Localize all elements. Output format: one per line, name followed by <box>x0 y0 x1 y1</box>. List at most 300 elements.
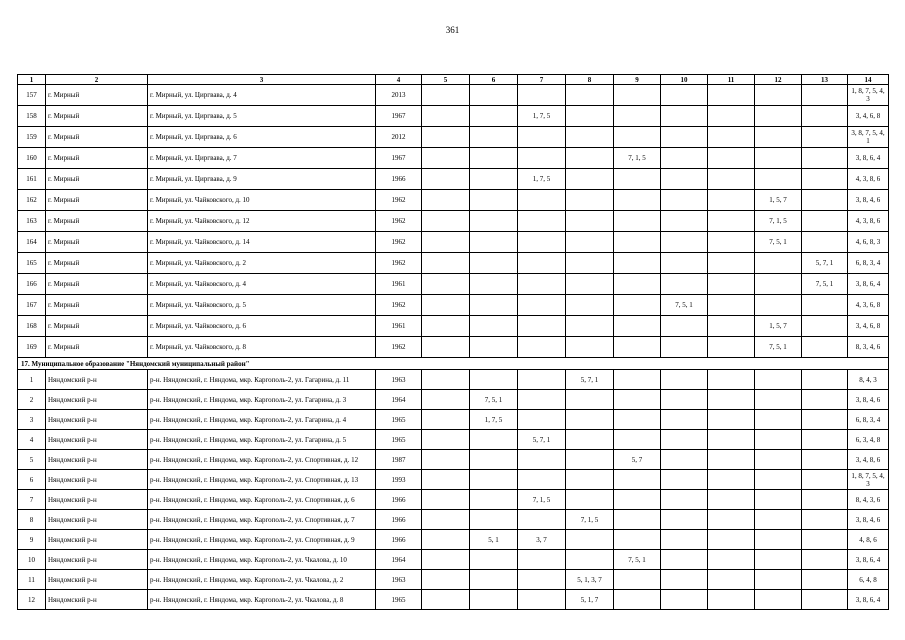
year-cell: 1965 <box>376 590 422 610</box>
table-row <box>18 316 889 337</box>
value-cell <box>755 106 802 127</box>
table-row <box>18 390 889 410</box>
value-cell <box>614 232 661 253</box>
column-header: 1 <box>18 75 46 85</box>
address-cell: г. Мирный, ул. Чайковского, д. 10 <box>148 190 376 211</box>
table-row <box>18 106 889 127</box>
table-row <box>18 470 889 490</box>
year-cell: 1967 <box>376 106 422 127</box>
table-row <box>18 253 889 274</box>
value-cell: 3, 7 <box>518 530 566 550</box>
value-cell <box>518 550 566 570</box>
address-cell: р-н. Няндомский, г. Няндома, мкр. Каргополь-2, ул. Гагарина, д. 4 <box>148 410 376 430</box>
value-cell <box>614 295 661 316</box>
value-cell <box>422 390 470 410</box>
value-cell <box>566 470 614 490</box>
row-number-cell: 10 <box>18 550 46 570</box>
locality-cell: г. Мирный <box>46 274 148 295</box>
value-cell <box>802 295 848 316</box>
address-cell: г. Мирный, ул. Чайковского, д. 14 <box>148 232 376 253</box>
address-cell: г. Мирный, ул. Циргвава, д. 7 <box>148 148 376 169</box>
value-cell: 7, 1, 5 <box>518 490 566 510</box>
value-cell <box>708 370 755 390</box>
value-cell <box>755 490 802 510</box>
value-cell <box>518 190 566 211</box>
table-row <box>18 370 889 390</box>
value-cell <box>518 370 566 390</box>
value-cell <box>566 316 614 337</box>
value-cell: 5, 1 <box>470 530 518 550</box>
value-cell <box>614 337 661 358</box>
address-cell: г. Мирный, ул. Циргвава, д. 9 <box>148 169 376 190</box>
value-cell <box>614 490 661 510</box>
value-cell <box>518 410 566 430</box>
address-cell: р-н. Няндомский, г. Няндома, мкр. Каргополь-2, ул. Гагарина, д. 5 <box>148 430 376 450</box>
row-number-cell: 8 <box>18 510 46 530</box>
row-number-cell: 7 <box>18 490 46 510</box>
table-row <box>18 232 889 253</box>
address-cell: г. Мирный, ул. Чайковского, д. 6 <box>148 316 376 337</box>
value-cell: 3, 8, 6, 4 <box>848 590 889 610</box>
housing-register-table <box>17 74 889 610</box>
value-cell <box>708 390 755 410</box>
value-cell <box>708 274 755 295</box>
year-cell: 1967 <box>376 148 422 169</box>
value-cell <box>708 232 755 253</box>
value-cell <box>708 316 755 337</box>
value-cell: 7, 5, 1 <box>755 232 802 253</box>
value-cell <box>802 510 848 530</box>
value-cell <box>802 232 848 253</box>
address-cell: р-н. Няндомский, г. Няндома, мкр. Каргополь-2, ул. Спортивная, д. 13 <box>148 470 376 490</box>
value-cell <box>422 211 470 232</box>
value-cell <box>518 274 566 295</box>
value-cell <box>518 316 566 337</box>
value-cell <box>661 590 708 610</box>
value-cell: 1, 7, 5 <box>470 410 518 430</box>
value-cell <box>470 295 518 316</box>
value-cell <box>708 570 755 590</box>
table-body <box>18 75 889 610</box>
year-cell: 1987 <box>376 450 422 470</box>
locality-cell: г. Мирный <box>46 316 148 337</box>
value-cell <box>708 450 755 470</box>
value-cell <box>518 590 566 610</box>
value-cell <box>422 232 470 253</box>
value-cell <box>708 410 755 430</box>
value-cell: 1, 5, 7 <box>755 190 802 211</box>
value-cell <box>518 85 566 106</box>
value-cell: 3, 8, 6, 4 <box>848 148 889 169</box>
value-cell <box>470 169 518 190</box>
table-row <box>18 190 889 211</box>
value-cell: 5, 7, 1 <box>566 370 614 390</box>
column-header: 12 <box>755 75 802 85</box>
value-cell <box>802 410 848 430</box>
value-cell <box>755 169 802 190</box>
value-cell <box>802 127 848 148</box>
locality-cell: г. Мирный <box>46 190 148 211</box>
value-cell <box>470 550 518 570</box>
locality-cell: Няндомский р-н <box>46 390 148 410</box>
value-cell <box>802 550 848 570</box>
value-cell <box>755 127 802 148</box>
value-cell <box>802 211 848 232</box>
value-cell <box>518 148 566 169</box>
value-cell <box>614 190 661 211</box>
value-cell: 7, 1, 5 <box>755 211 802 232</box>
value-cell <box>802 148 848 169</box>
year-cell: 1964 <box>376 550 422 570</box>
value-cell <box>566 274 614 295</box>
row-number-cell: 12 <box>18 590 46 610</box>
locality-cell: Няндомский р-н <box>46 450 148 470</box>
year-cell: 1966 <box>376 510 422 530</box>
value-cell <box>566 450 614 470</box>
value-cell <box>614 316 661 337</box>
value-cell <box>422 370 470 390</box>
table-row <box>18 570 889 590</box>
row-number-cell: 6 <box>18 470 46 490</box>
value-cell: 3, 4, 6, 8 <box>848 316 889 337</box>
value-cell <box>802 106 848 127</box>
value-cell <box>422 550 470 570</box>
address-cell: г. Мирный, ул. Чайковского, д. 12 <box>148 211 376 232</box>
value-cell: 8, 4, 3, 6 <box>848 490 889 510</box>
value-cell: 7, 5, 1 <box>802 274 848 295</box>
value-cell <box>661 450 708 470</box>
value-cell: 7, 1, 5 <box>566 510 614 530</box>
value-cell <box>661 390 708 410</box>
value-cell <box>661 190 708 211</box>
value-cell <box>518 510 566 530</box>
year-cell: 1962 <box>376 211 422 232</box>
value-cell <box>708 148 755 169</box>
table-row <box>18 590 889 610</box>
value-cell <box>422 410 470 430</box>
value-cell <box>755 253 802 274</box>
value-cell <box>802 337 848 358</box>
value-cell: 4, 3, 6, 8 <box>848 295 889 316</box>
value-cell: 7, 1, 5 <box>614 148 661 169</box>
value-cell <box>470 590 518 610</box>
locality-cell: Няндомский р-н <box>46 410 148 430</box>
value-cell <box>614 390 661 410</box>
value-cell: 3, 4, 8, 6 <box>848 450 889 470</box>
value-cell: 3, 8, 4, 6 <box>848 390 889 410</box>
locality-cell: Няндомский р-н <box>46 490 148 510</box>
value-cell <box>708 85 755 106</box>
value-cell <box>518 390 566 410</box>
table-row <box>18 337 889 358</box>
value-cell <box>470 337 518 358</box>
value-cell <box>614 169 661 190</box>
column-header: 5 <box>422 75 470 85</box>
value-cell <box>566 169 614 190</box>
value-cell <box>422 106 470 127</box>
locality-cell: г. Мирный <box>46 85 148 106</box>
value-cell <box>661 253 708 274</box>
value-cell <box>661 316 708 337</box>
value-cell <box>802 169 848 190</box>
value-cell <box>802 590 848 610</box>
column-header: 3 <box>148 75 376 85</box>
value-cell <box>661 430 708 450</box>
year-cell: 1964 <box>376 390 422 410</box>
locality-cell: г. Мирный <box>46 148 148 169</box>
section-title: 17. Муниципальное образование "Няндомский муниципальный район" <box>18 358 889 370</box>
value-cell <box>470 253 518 274</box>
value-cell <box>470 232 518 253</box>
value-cell <box>661 570 708 590</box>
value-cell <box>566 253 614 274</box>
value-cell: 4, 3, 8, 6 <box>848 211 889 232</box>
value-cell: 1, 8, 7, 5, 4, 3 <box>848 85 889 106</box>
value-cell <box>708 510 755 530</box>
value-cell <box>470 570 518 590</box>
value-cell <box>614 510 661 530</box>
value-cell <box>661 490 708 510</box>
value-cell <box>661 410 708 430</box>
locality-cell: г. Мирный <box>46 337 148 358</box>
value-cell <box>614 106 661 127</box>
row-number-cell: 1 <box>18 370 46 390</box>
table-row <box>18 295 889 316</box>
locality-cell: Няндомский р-н <box>46 510 148 530</box>
table-row <box>18 510 889 530</box>
value-cell <box>614 85 661 106</box>
value-cell <box>755 550 802 570</box>
value-cell <box>422 295 470 316</box>
value-cell <box>422 490 470 510</box>
row-number-cell: 161 <box>18 169 46 190</box>
value-cell <box>422 450 470 470</box>
year-cell: 1966 <box>376 169 422 190</box>
value-cell <box>661 337 708 358</box>
value-cell <box>661 530 708 550</box>
value-cell: 6, 4, 8 <box>848 570 889 590</box>
row-number-cell: 2 <box>18 390 46 410</box>
address-cell: р-н. Няндомский, г. Няндома, мкр. Каргополь-2, ул. Гагарина, д. 3 <box>148 390 376 410</box>
value-cell <box>470 370 518 390</box>
value-cell <box>661 169 708 190</box>
value-cell <box>518 570 566 590</box>
locality-cell: Няндомский р-н <box>46 430 148 450</box>
value-cell <box>708 211 755 232</box>
value-cell: 8, 4, 3 <box>848 370 889 390</box>
value-cell: 7, 5, 1 <box>661 295 708 316</box>
column-header: 11 <box>708 75 755 85</box>
value-cell <box>566 295 614 316</box>
year-cell: 1962 <box>376 232 422 253</box>
year-cell: 1962 <box>376 253 422 274</box>
value-cell <box>566 430 614 450</box>
row-number-cell: 5 <box>18 450 46 470</box>
address-cell: р-н. Няндомский, г. Няндома, мкр. Каргополь-2, ул. Спортивная, д. 9 <box>148 530 376 550</box>
value-cell <box>708 106 755 127</box>
value-cell <box>566 232 614 253</box>
value-cell <box>614 253 661 274</box>
year-cell: 1961 <box>376 316 422 337</box>
column-header: 7 <box>518 75 566 85</box>
value-cell <box>422 570 470 590</box>
locality-cell: Няндомский р-н <box>46 370 148 390</box>
address-cell: г. Мирный, ул. Циргвава, д. 6 <box>148 127 376 148</box>
value-cell: 8, 3, 4, 6 <box>848 337 889 358</box>
column-header: 4 <box>376 75 422 85</box>
locality-cell: Няндомский р-н <box>46 550 148 570</box>
value-cell <box>802 470 848 490</box>
value-cell: 7, 5, 1 <box>755 337 802 358</box>
column-header: 10 <box>661 75 708 85</box>
value-cell <box>755 570 802 590</box>
value-cell: 7, 5, 1 <box>614 550 661 570</box>
value-cell <box>422 85 470 106</box>
value-cell <box>802 570 848 590</box>
value-cell <box>802 430 848 450</box>
row-number-cell: 9 <box>18 530 46 550</box>
table-row <box>18 148 889 169</box>
year-cell: 1966 <box>376 490 422 510</box>
value-cell <box>708 590 755 610</box>
value-cell <box>755 510 802 530</box>
value-cell <box>518 337 566 358</box>
value-cell <box>708 550 755 570</box>
locality-cell: г. Мирный <box>46 295 148 316</box>
table-row <box>18 550 889 570</box>
value-cell <box>470 274 518 295</box>
value-cell: 1, 5, 7 <box>755 316 802 337</box>
value-cell: 1, 8, 7, 5, 4, 3 <box>848 470 889 490</box>
address-cell: р-н. Няндомский, г. Няндома, мкр. Каргополь-2, ул. Гагарина, д. 11 <box>148 370 376 390</box>
value-cell <box>661 510 708 530</box>
value-cell <box>422 430 470 450</box>
value-cell <box>802 85 848 106</box>
value-cell <box>518 127 566 148</box>
row-number-cell: 160 <box>18 148 46 169</box>
value-cell: 1, 7, 5 <box>518 106 566 127</box>
table-row <box>18 85 889 106</box>
address-cell: г. Мирный, ул. Чайковского, д. 5 <box>148 295 376 316</box>
value-cell <box>566 148 614 169</box>
value-cell <box>470 211 518 232</box>
value-cell <box>470 190 518 211</box>
value-cell <box>470 148 518 169</box>
value-cell <box>614 211 661 232</box>
row-number-cell: 3 <box>18 410 46 430</box>
locality-cell: Няндомский р-н <box>46 590 148 610</box>
value-cell <box>708 127 755 148</box>
value-cell <box>755 450 802 470</box>
row-number-cell: 159 <box>18 127 46 148</box>
value-cell: 5, 1, 3, 7 <box>566 570 614 590</box>
value-cell <box>422 510 470 530</box>
address-cell: р-н. Няндомский, г. Няндома, мкр. Каргополь-2, ул. Спортивная, д. 7 <box>148 510 376 530</box>
value-cell <box>661 370 708 390</box>
value-cell: 3, 8, 4, 6 <box>848 190 889 211</box>
value-cell <box>755 85 802 106</box>
value-cell <box>614 530 661 550</box>
year-cell: 1966 <box>376 530 422 550</box>
value-cell <box>755 530 802 550</box>
value-cell: 6, 8, 3, 4 <box>848 253 889 274</box>
value-cell <box>470 127 518 148</box>
value-cell: 7, 5, 1 <box>470 390 518 410</box>
value-cell <box>470 106 518 127</box>
value-cell <box>661 148 708 169</box>
value-cell <box>566 211 614 232</box>
value-cell <box>708 295 755 316</box>
value-cell <box>614 127 661 148</box>
row-number-cell: 165 <box>18 253 46 274</box>
value-cell <box>708 470 755 490</box>
year-cell: 1963 <box>376 370 422 390</box>
value-cell <box>661 550 708 570</box>
value-cell <box>708 430 755 450</box>
value-cell: 3, 4, 6, 8 <box>848 106 889 127</box>
value-cell <box>708 337 755 358</box>
year-cell: 1961 <box>376 274 422 295</box>
value-cell <box>518 232 566 253</box>
value-cell <box>755 295 802 316</box>
value-cell <box>422 190 470 211</box>
locality-cell: г. Мирный <box>46 211 148 232</box>
value-cell <box>708 169 755 190</box>
value-cell: 3, 8, 7, 5, 4, 1 <box>848 127 889 148</box>
address-cell: г. Мирный, ул. Чайковского, д. 2 <box>148 253 376 274</box>
value-cell <box>661 127 708 148</box>
value-cell <box>708 190 755 211</box>
value-cell <box>614 274 661 295</box>
value-cell <box>518 295 566 316</box>
column-header: 6 <box>470 75 518 85</box>
value-cell <box>422 590 470 610</box>
header-row <box>18 75 889 85</box>
value-cell <box>566 85 614 106</box>
locality-cell: г. Мирный <box>46 106 148 127</box>
value-cell <box>470 470 518 490</box>
value-cell <box>661 274 708 295</box>
address-cell: г. Мирный, ул. Чайковского, д. 8 <box>148 337 376 358</box>
value-cell: 4, 3, 8, 6 <box>848 169 889 190</box>
address-cell: г. Мирный, ул. Циргвава, д. 5 <box>148 106 376 127</box>
table-row <box>18 127 889 148</box>
row-number-cell: 162 <box>18 190 46 211</box>
value-cell <box>614 570 661 590</box>
value-cell: 3, 8, 6, 4 <box>848 274 889 295</box>
value-cell <box>518 211 566 232</box>
year-cell: 1962 <box>376 295 422 316</box>
value-cell <box>661 85 708 106</box>
value-cell <box>802 490 848 510</box>
column-header: 9 <box>614 75 661 85</box>
value-cell <box>470 316 518 337</box>
row-number-cell: 164 <box>18 232 46 253</box>
value-cell <box>518 470 566 490</box>
table-row <box>18 211 889 232</box>
value-cell <box>755 430 802 450</box>
value-cell: 6, 8, 3, 4 <box>848 410 889 430</box>
value-cell: 5, 7, 1 <box>802 253 848 274</box>
value-cell <box>614 590 661 610</box>
value-cell <box>422 470 470 490</box>
row-number-cell: 11 <box>18 570 46 590</box>
value-cell <box>661 106 708 127</box>
table-row <box>18 490 889 510</box>
year-cell: 1963 <box>376 570 422 590</box>
value-cell <box>661 470 708 490</box>
value-cell: 4, 8, 6 <box>848 530 889 550</box>
